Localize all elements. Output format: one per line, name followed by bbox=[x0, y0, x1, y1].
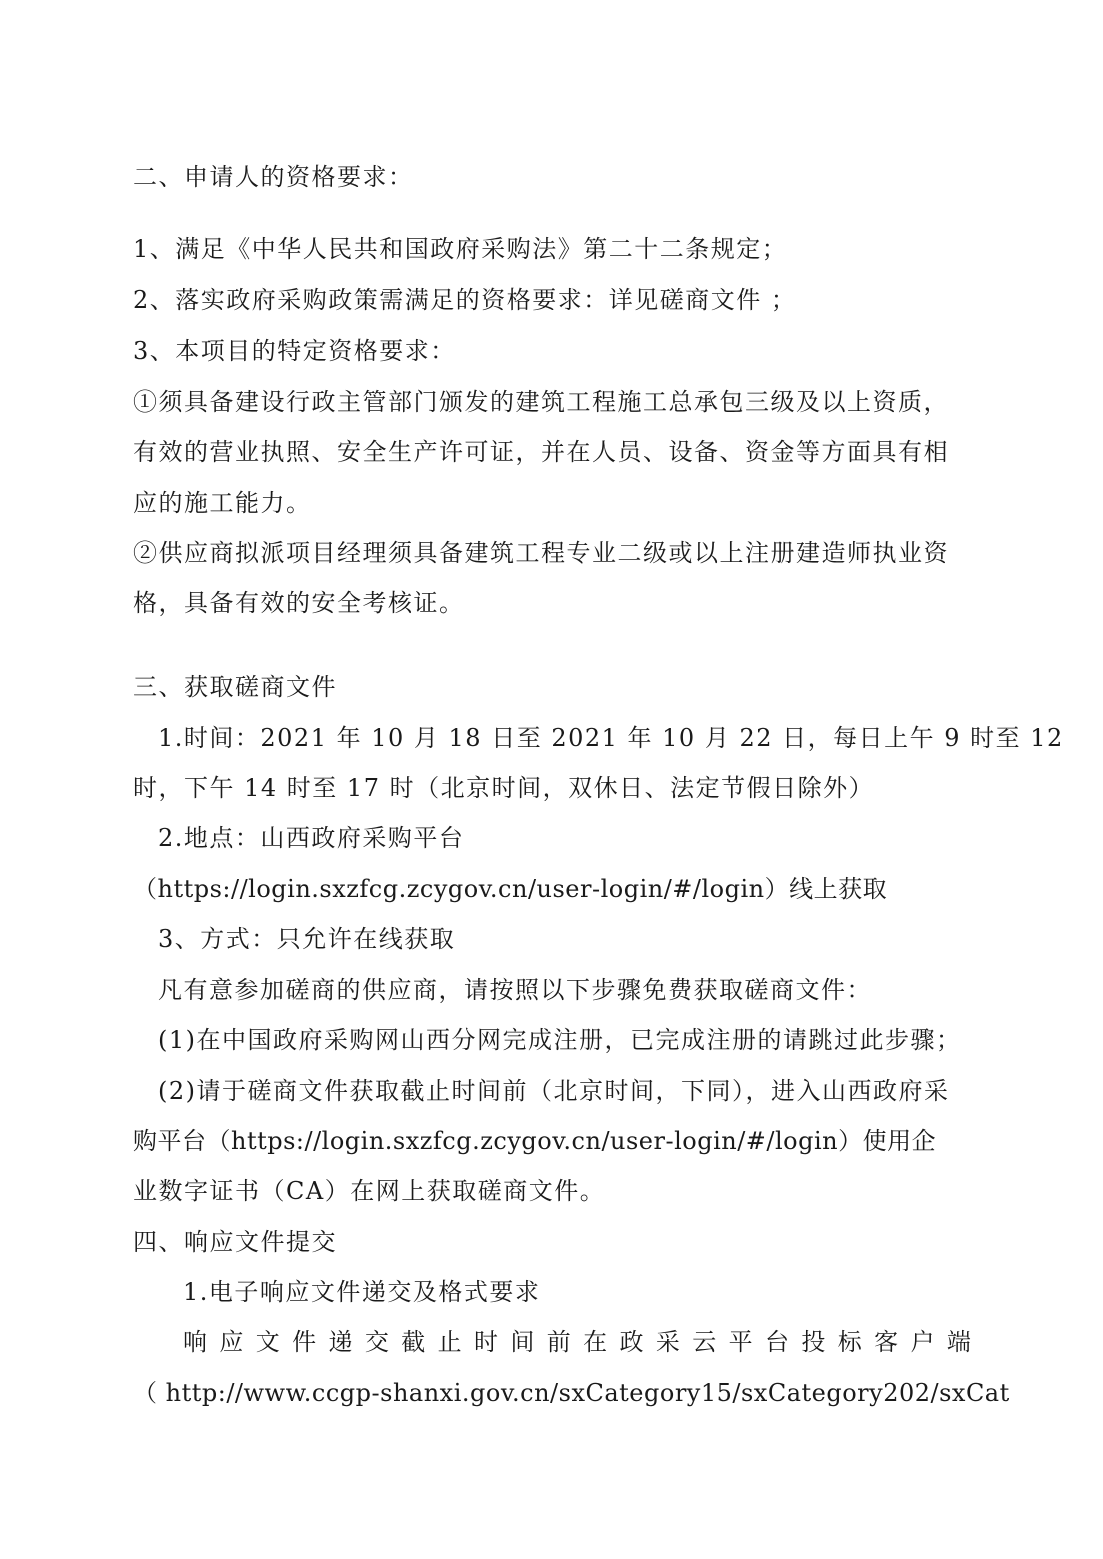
spread-char: 文 bbox=[255, 1328, 280, 1356]
place-line: 2.地点：山西政府采购平台 bbox=[158, 824, 465, 852]
requirement-item-2: 2、落实政府采购政策需满足的资格要求：详见磋商文件 ； bbox=[133, 286, 797, 314]
spread-char: 递 bbox=[328, 1328, 353, 1356]
spread-char: 时 bbox=[474, 1328, 498, 1356]
spread-char: 前 bbox=[546, 1328, 571, 1356]
spread-char: 户 bbox=[910, 1328, 935, 1356]
spread-char: 采 bbox=[655, 1328, 680, 1356]
step-1-line: (1)在中国政府采购网山西分网完成注册，已完成注册的请跳过此步骤； bbox=[158, 1026, 962, 1054]
submission-spread-line bbox=[183, 1325, 971, 1359]
requirement-item-1: 1、满足《中华人民共和国政府采购法》第二十二条规定； bbox=[133, 235, 788, 263]
specific-req-2-line-1: ②供应商拟派项目经理须具备建筑工程专业二级或以上注册建造师执业资 bbox=[133, 539, 949, 567]
specific-req-1-line-2: 有效的营业执照、安全生产许可证，并在人员、设备、资金等方面具有相 bbox=[133, 438, 949, 466]
spread-char: 应 bbox=[219, 1328, 244, 1356]
spread-char: 客 bbox=[874, 1328, 899, 1356]
method-line: 3、方式：只允许在线获取 bbox=[158, 925, 456, 953]
intro-line: 凡有意参加磋商的供应商，请按照以下步骤免费获取磋商文件： bbox=[158, 976, 872, 1004]
spread-char: 端 bbox=[946, 1328, 971, 1356]
step-2-line-1: (2)请于磋商文件获取截止时间前（北京时间，下同），进入山西政府采 bbox=[158, 1077, 950, 1105]
spread-char: 截 bbox=[401, 1328, 426, 1356]
step-2-line-3: 业数字证书（CA）在网上获取磋商文件。 bbox=[133, 1177, 606, 1205]
spread-char: 云 bbox=[692, 1328, 717, 1356]
place-url-line: （https://login.sxzfcg.zcygov.cn/user-login/#/login）线上获取 bbox=[133, 875, 888, 903]
spread-char: 标 bbox=[837, 1328, 862, 1356]
requirement-item-3: 3、本项目的特定资格要求： bbox=[133, 337, 456, 365]
spread-char: 投 bbox=[801, 1328, 826, 1356]
spread-char: 平 bbox=[728, 1328, 753, 1356]
specific-req-1-line-3: 应的施工能力。 bbox=[133, 489, 312, 517]
section-4-heading: 四、响应文件提交 bbox=[133, 1228, 337, 1256]
spread-char: 止 bbox=[437, 1328, 462, 1356]
specific-req-2-line-2: 格，具备有效的安全考核证。 bbox=[133, 589, 465, 617]
section-3-heading: 三、获取磋商文件 bbox=[133, 673, 337, 701]
spread-char: 响 bbox=[183, 1328, 207, 1356]
spread-char: 交 bbox=[364, 1328, 389, 1356]
client-url-line: （ http://www.ccgp-shanxi.gov.cn/sxCategory15/sxCategory202/sxCat bbox=[133, 1379, 1010, 1407]
step-2-line-2: 购平台（https://login.sxzfcg.zcygov.cn/user-login/#/login）使用企 bbox=[133, 1127, 937, 1155]
time-line-1: 1.时间：2021 年 10 月 18 日至 2021 年 10 月 22 日，每日上午 9 时至 12 bbox=[158, 724, 1064, 752]
specific-req-1-line-1: ①须具备建设行政主管部门颁发的建筑工程施工总承包三级及以上资质， bbox=[133, 388, 949, 416]
spread-char: 政 bbox=[619, 1328, 644, 1356]
spread-char: 间 bbox=[510, 1328, 535, 1356]
section-4-subheading: 1.电子响应文件递交及格式要求 bbox=[183, 1278, 541, 1306]
section-2-heading: 二、申请人的资格要求： bbox=[133, 163, 414, 191]
spread-char: 件 bbox=[292, 1328, 317, 1356]
time-line-2: 时，下午 14 时至 17 时（北京时间，双休日、法定节假日除外） bbox=[133, 774, 875, 802]
spread-char: 在 bbox=[583, 1328, 608, 1356]
spread-char: 台 bbox=[765, 1328, 789, 1356]
